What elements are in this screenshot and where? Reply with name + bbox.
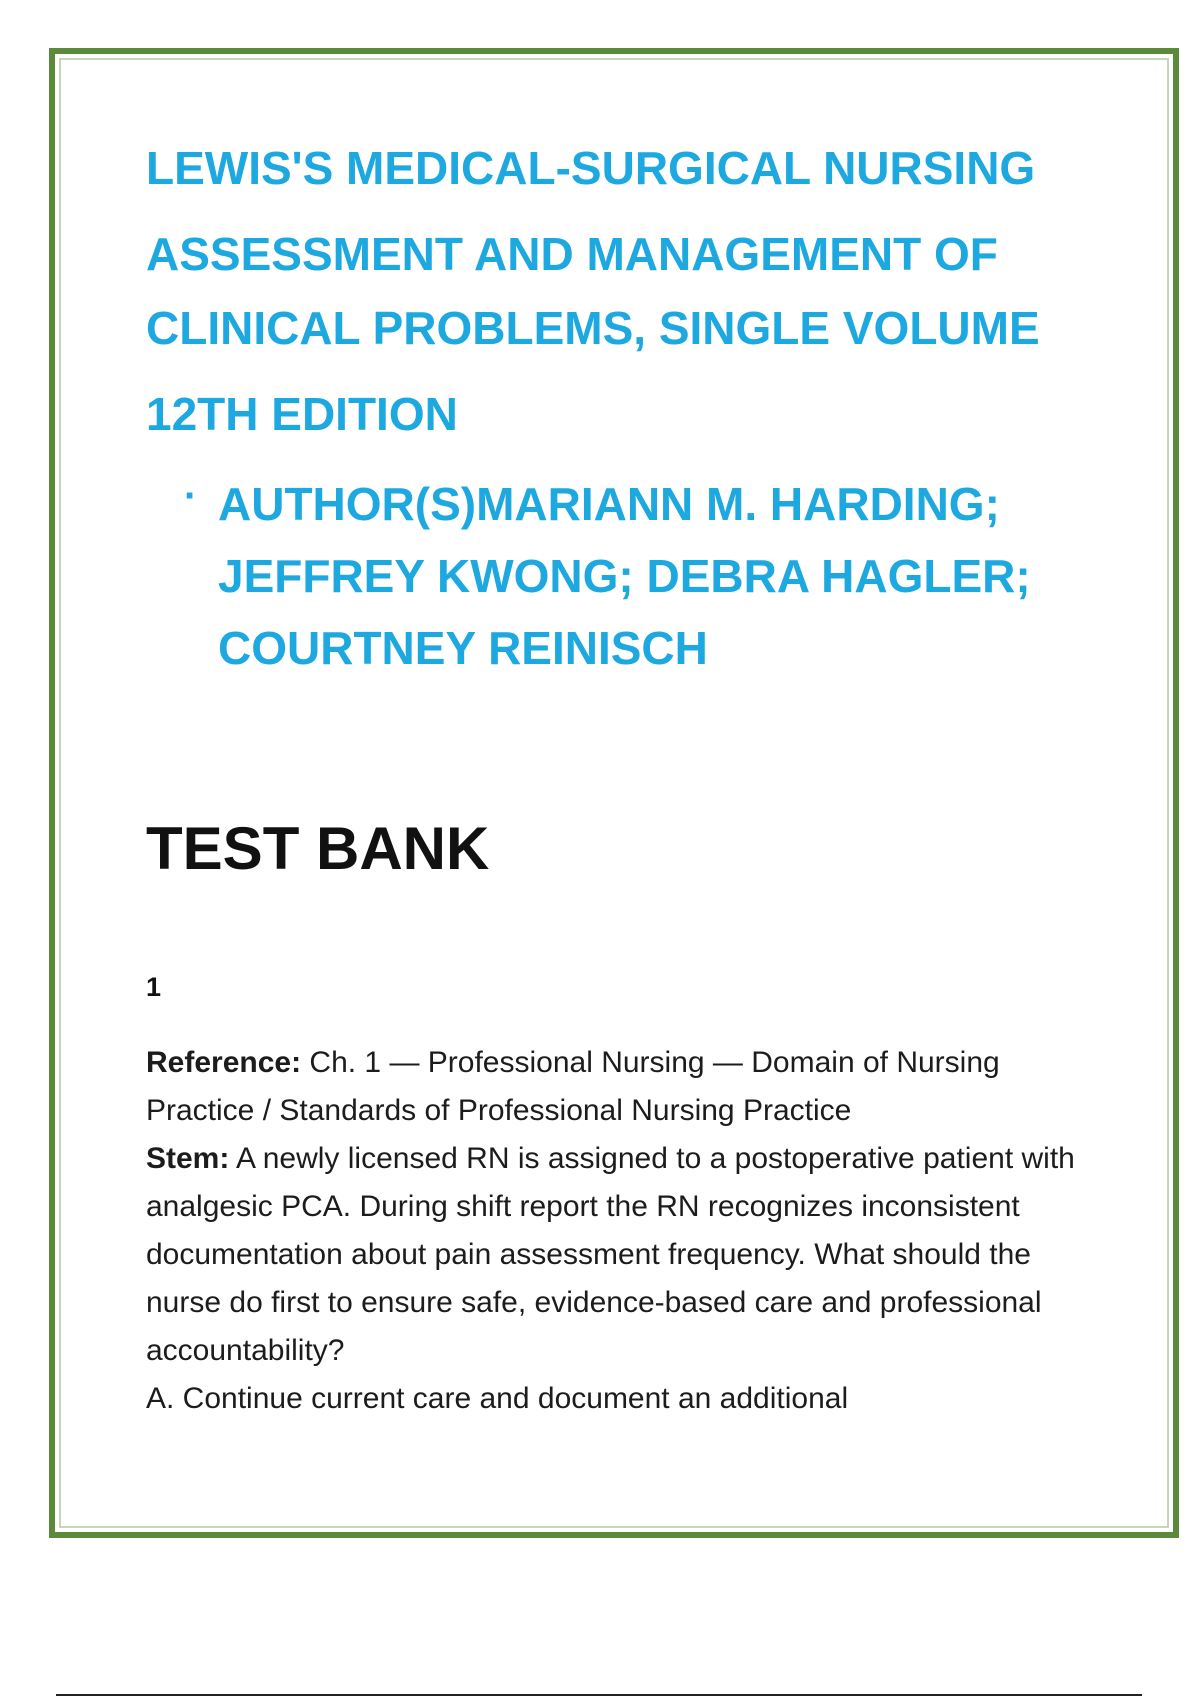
book-title-block-2	[146, 226, 1096, 356]
bullet-icon: ·	[184, 474, 198, 518]
book-title-line-3: CLINICAL PROBLEMS, SINGLE VOLUME	[146, 302, 1040, 354]
question-number: 1	[146, 972, 162, 1002]
reference-label: Reference:	[146, 1046, 302, 1079]
book-title-block-1	[146, 140, 1096, 196]
edition-line: 12TH EDITION	[146, 388, 458, 440]
book-title-line-2: ASSESSMENT AND MANAGEMENT OF	[146, 228, 998, 280]
authors-line-1: AUTHOR(S)MARIANN M. HARDING;	[218, 478, 1000, 530]
book-title-line-1: LEWIS'S MEDICAL-SURGICAL NURSING	[146, 142, 1036, 194]
reference-paragraph	[146, 1039, 1086, 1135]
footer-divider	[56, 1694, 1142, 1696]
stem-text: A newly licensed RN is assigned to a postoperative patient with analgesic PCA. During shift report the RN recognizes inconsistent documentation about pain assessment frequency. What should the nurse do first to ensure safe, evidence-based care and professional accountability?	[146, 1142, 1075, 1367]
stem-label: Stem:	[146, 1142, 230, 1175]
authors-line-3: COURTNEY REINISCH	[218, 622, 708, 674]
option-a: A. Continue current care and document an additional	[146, 1382, 849, 1415]
question-body	[146, 1039, 1086, 1423]
stem-paragraph	[146, 1135, 1086, 1375]
edition-block	[146, 386, 1096, 442]
reference-text: Ch. 1 — Professional Nursing — Domain of Nursing Practice / Standards of Professional Nursing Practice	[146, 1046, 1000, 1127]
document-content	[146, 140, 1096, 1423]
authors-list-item	[146, 468, 1096, 684]
authors-line-2: JEFFREY KWONG; DEBRA HAGLER;	[218, 550, 1031, 602]
section-title: TEST BANK	[146, 815, 490, 882]
